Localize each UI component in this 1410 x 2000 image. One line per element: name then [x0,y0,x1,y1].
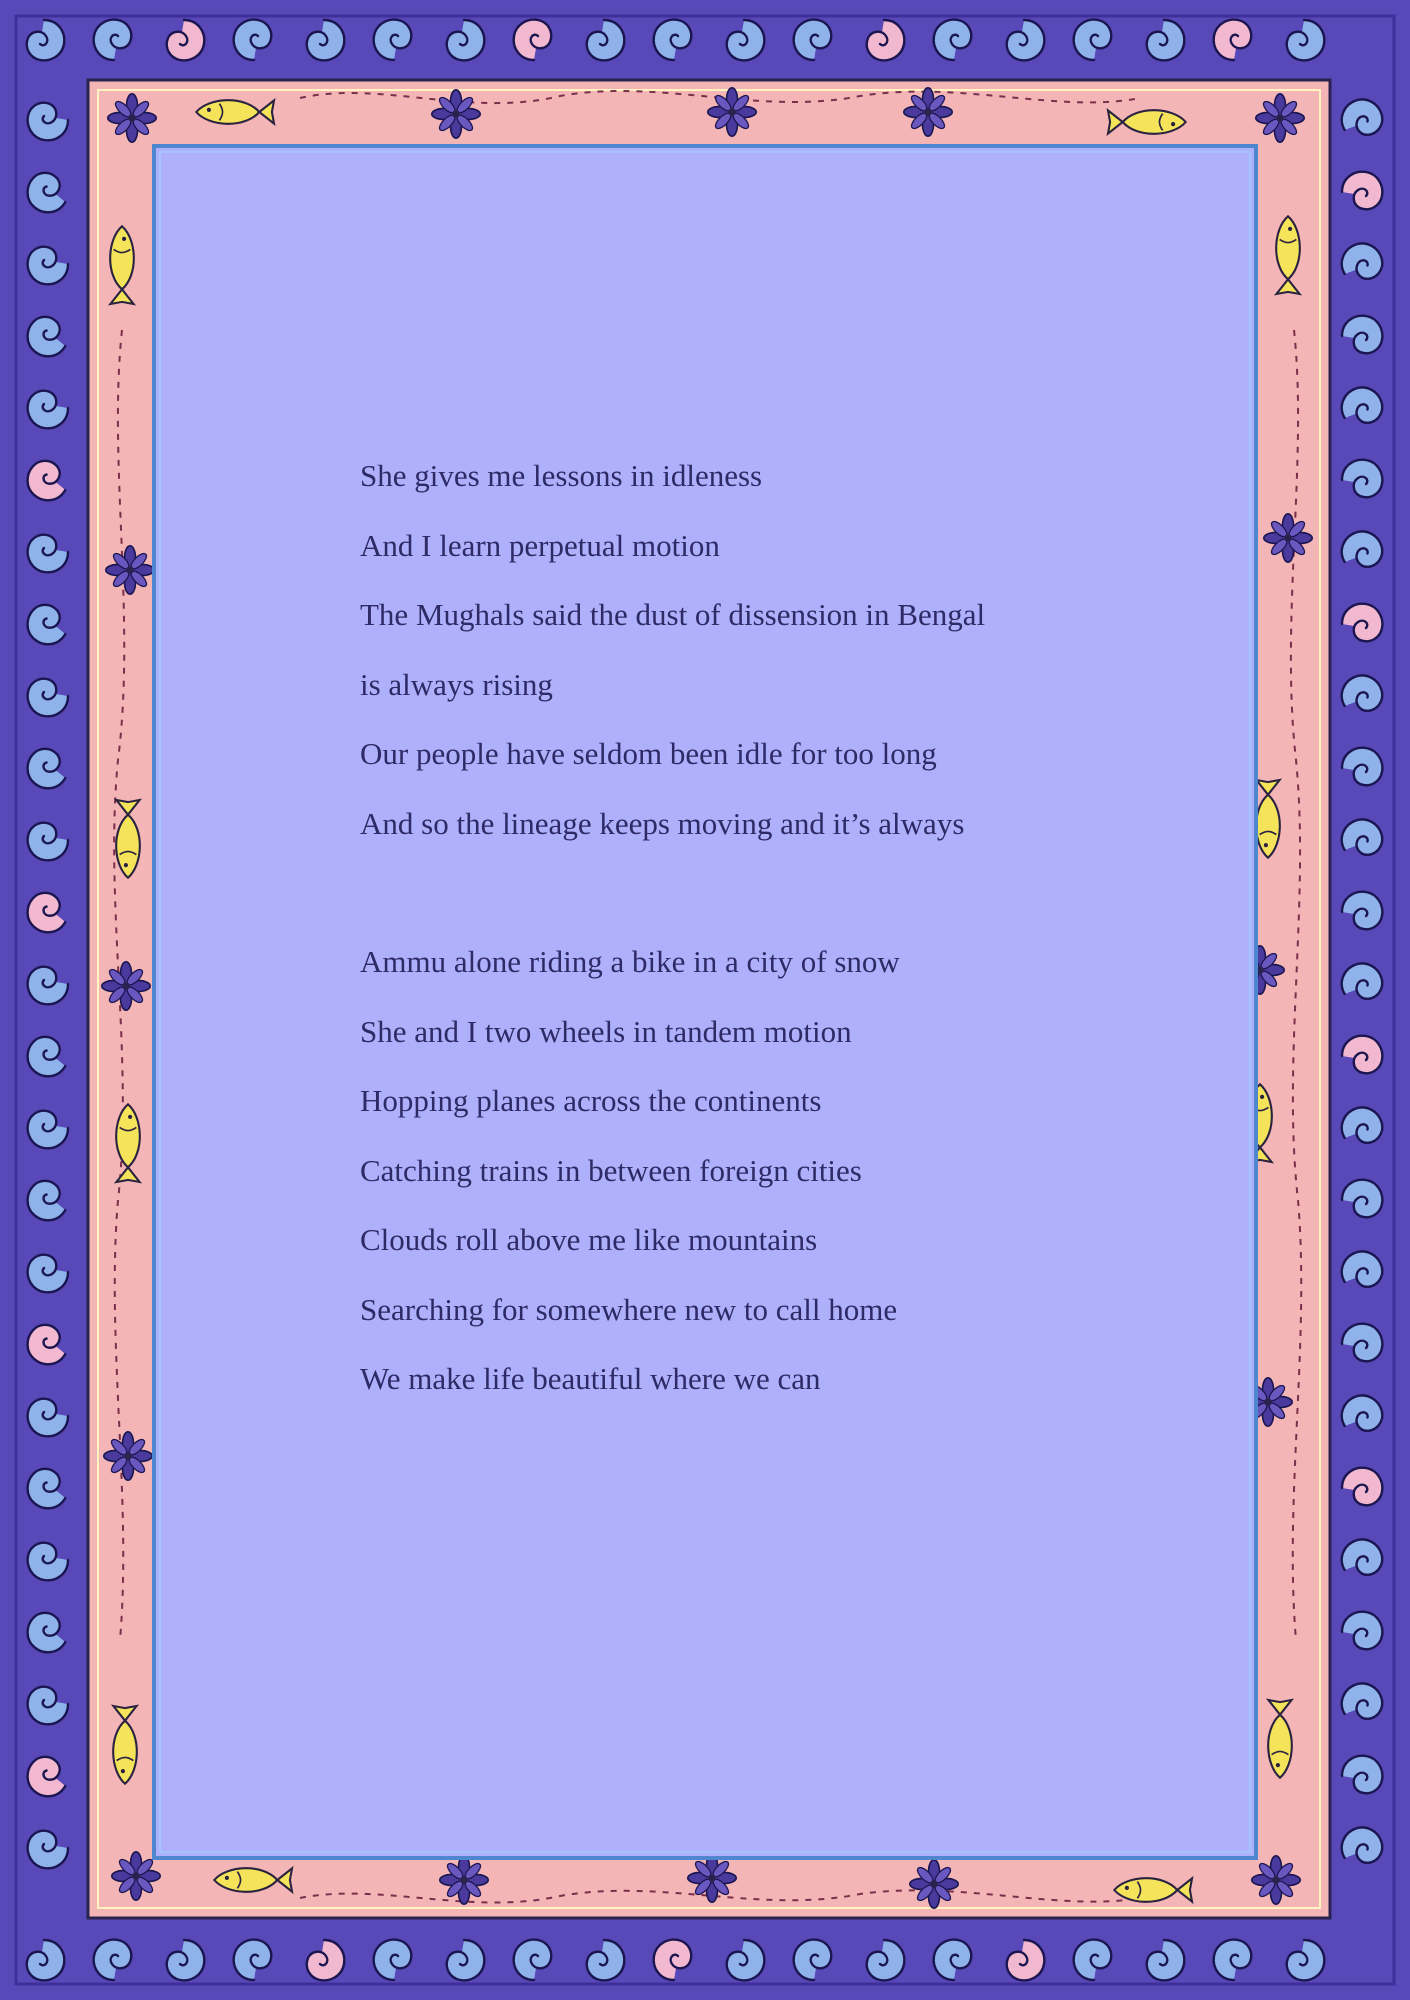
poem-line: Ammu alone riding a bike in a city of snow [360,944,900,979]
poem-line: Catching trains in between foreign cities [360,1152,862,1188]
poem-line: And I learn perpetual motion [360,527,720,563]
poem-line: Our people have seldom been idle for too long [360,736,937,771]
poem [360,452,1220,1494]
poem-line: Clouds roll above me like mountains [360,1222,818,1257]
poem-line: The Mughals said the dust of dissension in Bengal [360,597,986,632]
poem-line: She and I two wheels in tandem motion [360,1013,852,1049]
poem-stanza [360,938,1220,1425]
poem-line: We make life beautiful where we can [360,1361,821,1396]
poem-line: And so the lineage keeps moving and it’s always [360,805,965,841]
poem-line: She gives me lessons in idleness [360,458,763,493]
poem-line: is always rising [360,666,553,702]
poem-line: Hopping planes across the continents [360,1083,822,1118]
poem-line: Searching for somewhere new to call home [360,1291,898,1327]
poem-stanza [360,452,1220,869]
